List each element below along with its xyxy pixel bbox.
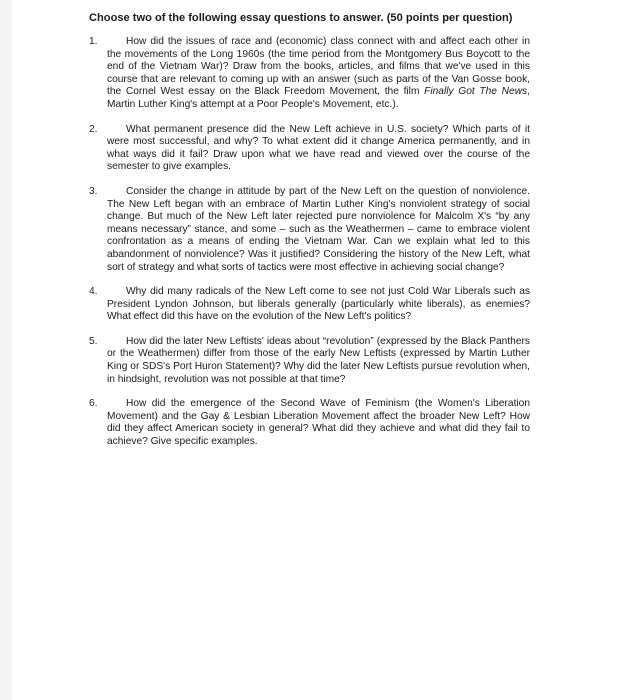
question-number: 4. xyxy=(89,286,98,298)
essay-question-3 xyxy=(89,186,530,274)
question-text: Why did many radicals of the New Left come to see not just Cold War Liberals such as President Lyndon Johnson, but liberals generally (particularly white liberals), as enemies? What effect did this have on the evolution of the New Left's politics? xyxy=(107,286,530,323)
question-text: How did the emergence of the Second Wave of Feminism (the Women's Liberation Movement) and the Gay & Lesbian Liberation Movement affect the broader New Left? How did they affect American society in general? What did they achieve and what did they fail to achieve? Give specific examples. xyxy=(107,398,530,448)
question-number: 6. xyxy=(89,398,98,410)
essay-question-5 xyxy=(89,336,530,386)
essay-question-list xyxy=(89,36,530,449)
question-number: 3. xyxy=(89,185,98,197)
question-number: 5. xyxy=(89,335,98,347)
question-number: 1. xyxy=(89,36,98,47)
essay-question-2 xyxy=(89,124,530,174)
essay-question-4 xyxy=(89,286,530,324)
question-text: How did the later New Leftists' ideas about “revolution” (expressed by the Black Panthers or the Weathermen) differ from those of the early New Leftists (expressed by Martin Luther King or SDS's Port Huron Statement)? Why did the later New Leftists pursue revolution when, in hindsight, revolution was not possible at that time? xyxy=(107,335,530,385)
question-text: Consider the change in attitude by part of the New Left on the question of nonviolence. The New Left began with an embrace of Martin Luther King's nonviolent strategy of social change. But much of the New Left later rejected pure nonviolence for Malcolm X's “by any means necessary” stance, and some – such as the Weathermen – came to embrace violent confrontation as a means of ending the Vietnam War. Can we explain what led to this abandonment of nonviolence? Was it justified? Considering the history of the New Left, what sort of strategy and what sorts of tactics were most effective in achieving social change? xyxy=(107,185,530,273)
instructions-heading: Choose two of the following essay questions to answer. (50 points per question) xyxy=(89,12,513,24)
question-number: 2. xyxy=(89,123,98,135)
question-text: How did the issues of race and (economic) class connect with and affect each other in the movements of the Long 1960s (the time period from the Montgomery Bus Boycott to the end of the Vietnam War)? Draw from the books, articles, and films that we've used in this course that are relevant to coming up with an answer (such as parts of the Van Gosse book, the Cornel West essay on the Black Freedom Movement, the film Finally Got The News, Martin Luther King's attempt at a Poor People's Movement, etc.). xyxy=(107,36,530,110)
essay-question-1 xyxy=(89,36,530,112)
essay-question-6 xyxy=(89,398,530,448)
film-title: Finally Got The News xyxy=(424,86,528,98)
question-text: What permanent presence did the New Left achieve in U.S. society? Which parts of it were most successful, and why? To what extent did it change America permanently, and in what ways did it fail? Draw upon what we have read and viewed over the course of the semester to give examples. xyxy=(107,123,530,173)
